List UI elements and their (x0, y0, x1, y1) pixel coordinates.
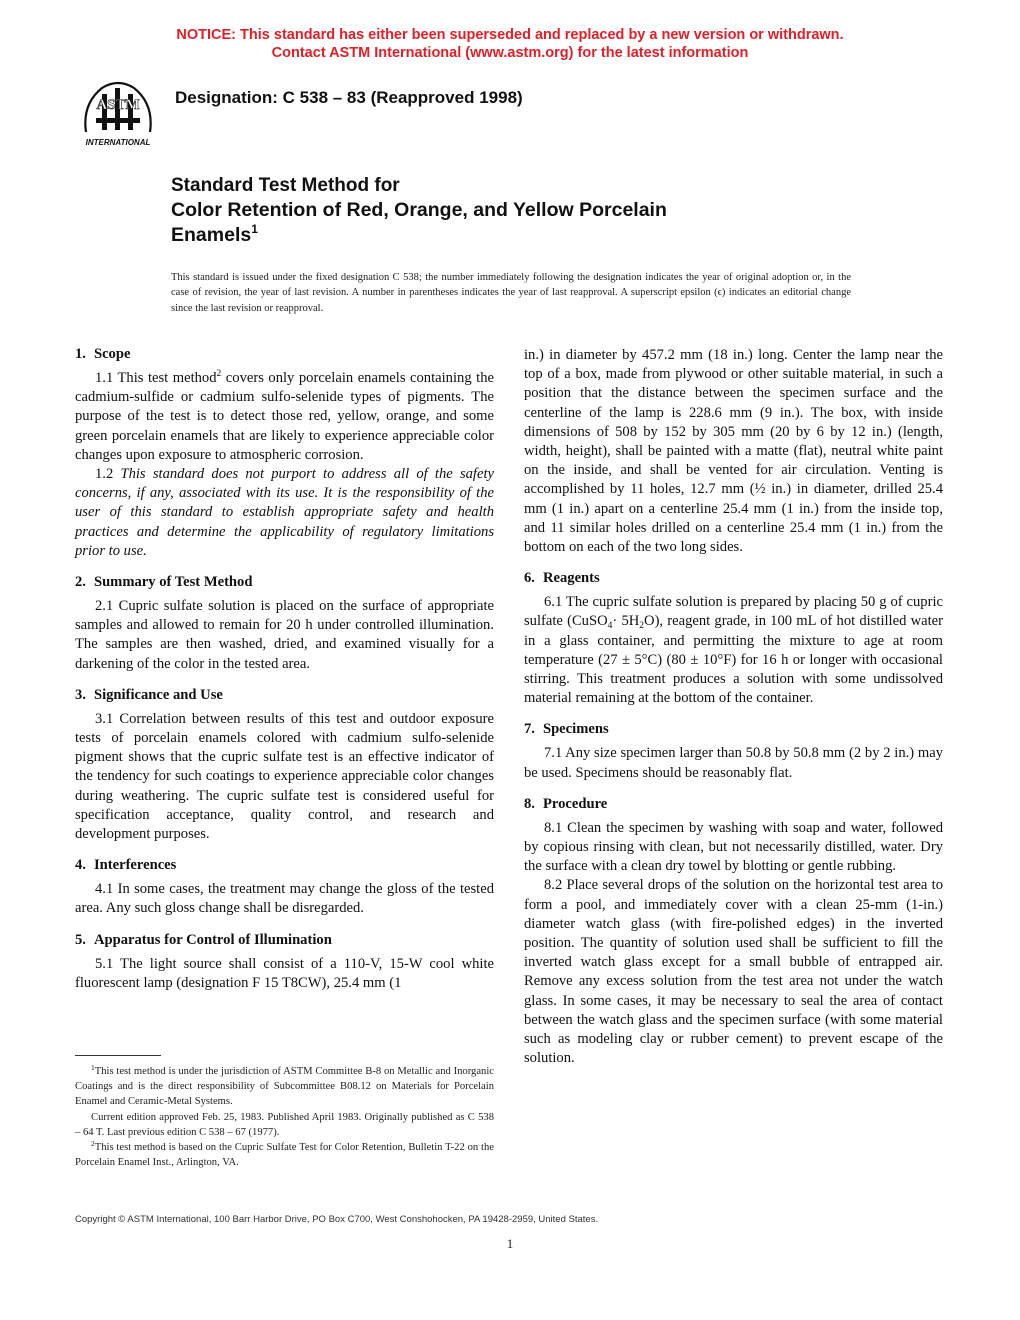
section-heading-summary: 2. Summary of Test Method (75, 574, 253, 591)
paragraph-4-1: 4.1 In some cases, the treatment may change the gloss of the tested area. Any such gloss change shall be disregarded. (75, 881, 494, 917)
paragraph-8-2: 8.2 Place several drops of the solution on the horizontal test area to form a pool, and immediately cover with a clean 25-mm (1-in.) diameter watch glass (with fire-polished edges) in the inverted position. The quantity of solution used shall be sufficient to fill the inverted watch glass except for a small bubble of entrapped air. Remove any excess solution from the test area not under the watch glass. In some cases, it may be necessary to seal the area of contact between the watch glass and the specimen surface (with some material such as modeling clay or rubber cement) to prevent escape of the solution. (524, 877, 943, 1067)
astm-logo (72, 74, 164, 150)
designation: Designation: C 538 – 83 (Reapproved 1998) (175, 88, 523, 107)
title-line-2: Color Retention of Red, Orange, and Yellow Porcelain (171, 199, 667, 221)
paragraph-7-1: 7.1 Any size specimen larger than 50.8 by 50.8 mm (2 by 2 in.) may be used. Specimens should be reasonably flat. (524, 745, 943, 781)
section-heading-specimens: 7. Specimens (524, 721, 609, 738)
page-number: 1 (506, 1236, 514, 1251)
footnote-divider (75, 1055, 161, 1056)
section-heading-interferences: 4. Interferences (75, 857, 177, 874)
footnote-1: $^1$This test method is under the jurisdiction of ASTM Committee B-8 on Metallic and Inorganic Coatings and is the direct responsibility of Subcommittee B08.12 on Materials for Porcelain Enamel and Ceramic-Metal Systems. (75, 1063, 494, 1108)
paragraph-5-1-start: 5.1 The light source shall consist of a 110-V, 15-W cool white fluorescent lamp (designation F 15 T8CW), 25.4 mm (1 (75, 955, 494, 991)
paragraph-5-1-continued: in.) in diameter by 457.2 mm (18 in.) long. Center the lamp near the top of a box, made from plywood or other suitable material, in such a position that the distance between the specimen surface and the centerline of the lamp is 228.6 mm (9 in.). The box, with inside dimensions of 508 by 152 by 305 mm (20 by 6 by 12 in.) (length, width, height), shall be painted with a matte (flat), neutral white paint on the inside, and shall be vented for air circulation. Venting is accomplished by 11 holes, 12.7 mm (½ in.) in diameter, drilled 25.4 mm (1 in.) apart on a centerline 25.4 mm (1 in.) from the inside top, and 11 similar holes drilled on a centerline 25.4 mm (1 in.) from the bottom on each of the two long sides. (524, 347, 943, 556)
section-heading-apparatus: 5. Apparatus for Control of Illumination (75, 931, 332, 948)
section-heading-reagents: 6. Reagents (524, 570, 600, 587)
paragraph-1-2: 1.2 This standard does not purport to address all of the safety concerns, if any, associated with its use. It is the responsibility of the user of this standard to establish appropriate safety and health practices and determine the applicability of regulatory limitations prior to use. (75, 466, 494, 559)
notice-banner (0, 26, 1020, 62)
paragraph-8-1: 8.1 Clean the specimen by washing with soap and water, followed by copious rinsing with clean, but not necessarily distilled, water. Dry the surface with a clean dry towel by blotting or gentle rubbing. (524, 819, 943, 875)
section-heading-procedure: 8. Procedure (524, 795, 608, 812)
logo-label: INTERNATIONAL (85, 138, 151, 147)
notice-line-1: NOTICE: This standard has either been superseded and replaced by a new version or withdrawn. (176, 27, 844, 43)
paragraph-2-1: 2.1 Cupric sulfate solution is placed on the surface of appropriate samples and allowed to remain for 20 h under controlled illumination. The samples are then washed, dried, and examined visually for a darkening of the color in the tested area. (75, 598, 494, 672)
paragraph-3-1: 3.1 Correlation between results of this test and outdoor exposure tests of porcelain enamels colored with cadmium sulfo-selenide pigment shows that the cupric sulfate test is an effective indicator of the tendency for such coatings to experience appreciable color changes during weathering. The cupric sulfate test is considered useful for specification acceptance, quality control, and research and development purposes. (75, 710, 494, 843)
issue-note: This standard is issued under the fixed designation C 538; the number immediately following the designation indicates the year of original adoption or, in the case of revision, the year of last revision. A number in parentheses indicates the year of last reapproval. A superscript epsilon (ϵ) indicates an editorial change since the last revision or reapproval. (171, 272, 851, 314)
title-line-1: Standard Test Method for (171, 175, 400, 196)
footnote-2: $^2$This test method is based on the Cupric Sulfate Test for Color Retention, Bulletin T-22 on the Porcelain Enamel Inst., Arlington, VA. (75, 1139, 494, 1169)
logo-letters: ASTM (96, 97, 140, 113)
right-column (524, 346, 943, 1069)
section-heading-significance: 3. Significance and Use (75, 686, 223, 703)
section-heading-scope: 1. Scope (75, 346, 131, 362)
title-line-3: Enamels$^1$ (171, 222, 258, 246)
document-title (171, 173, 667, 248)
copyright-line: Copyright © ASTM International, 100 Barr Harbor Drive, PO Box C700, West Conshohocken, PA 19428-2959, United States. (75, 1214, 599, 1225)
paragraph-6-1: 6.1 The cupric sulfate solution is prepared by placing 50 g of cupric sulfate (CuSO$_4$· $5H_2O$), reagent grade, in 100 mL of hot distilled water in a glass container, and permitting the mixture to age at room temperature (27 ± 5°C) (80 ± 10°F) for 16 h or longer with occasional stirring. This treatment produces a solution with some undissolved material remaining at the bottom of the container. (524, 594, 943, 707)
footnote-1-edition: Current edition approved Feb. 25, 1983. Published April 1983. Originally published as C 538 – 64 T. Last previous edition C 538 – 67 (1977). (75, 1111, 494, 1138)
footnote-ref-2: 2 (216, 369, 222, 379)
footnotes (75, 1064, 494, 1170)
title-footnote-ref: 1 (251, 222, 258, 236)
left-column (75, 345, 494, 993)
paragraph-1-1: 1.1 This test method$^2$ covers only porcelain enamels containing the cadmium-sulfide or cadmium sulfo-selenide types of pigments. The purpose of the test is to detect those red, yellow, orange, and some green porcelain enamels that are likely to experience appreciable color changes upon exposure to atmospheric corrosion. (75, 369, 494, 463)
notice-line-2: Contact ASTM International (www.astm.org) for the latest information (271, 45, 749, 61)
